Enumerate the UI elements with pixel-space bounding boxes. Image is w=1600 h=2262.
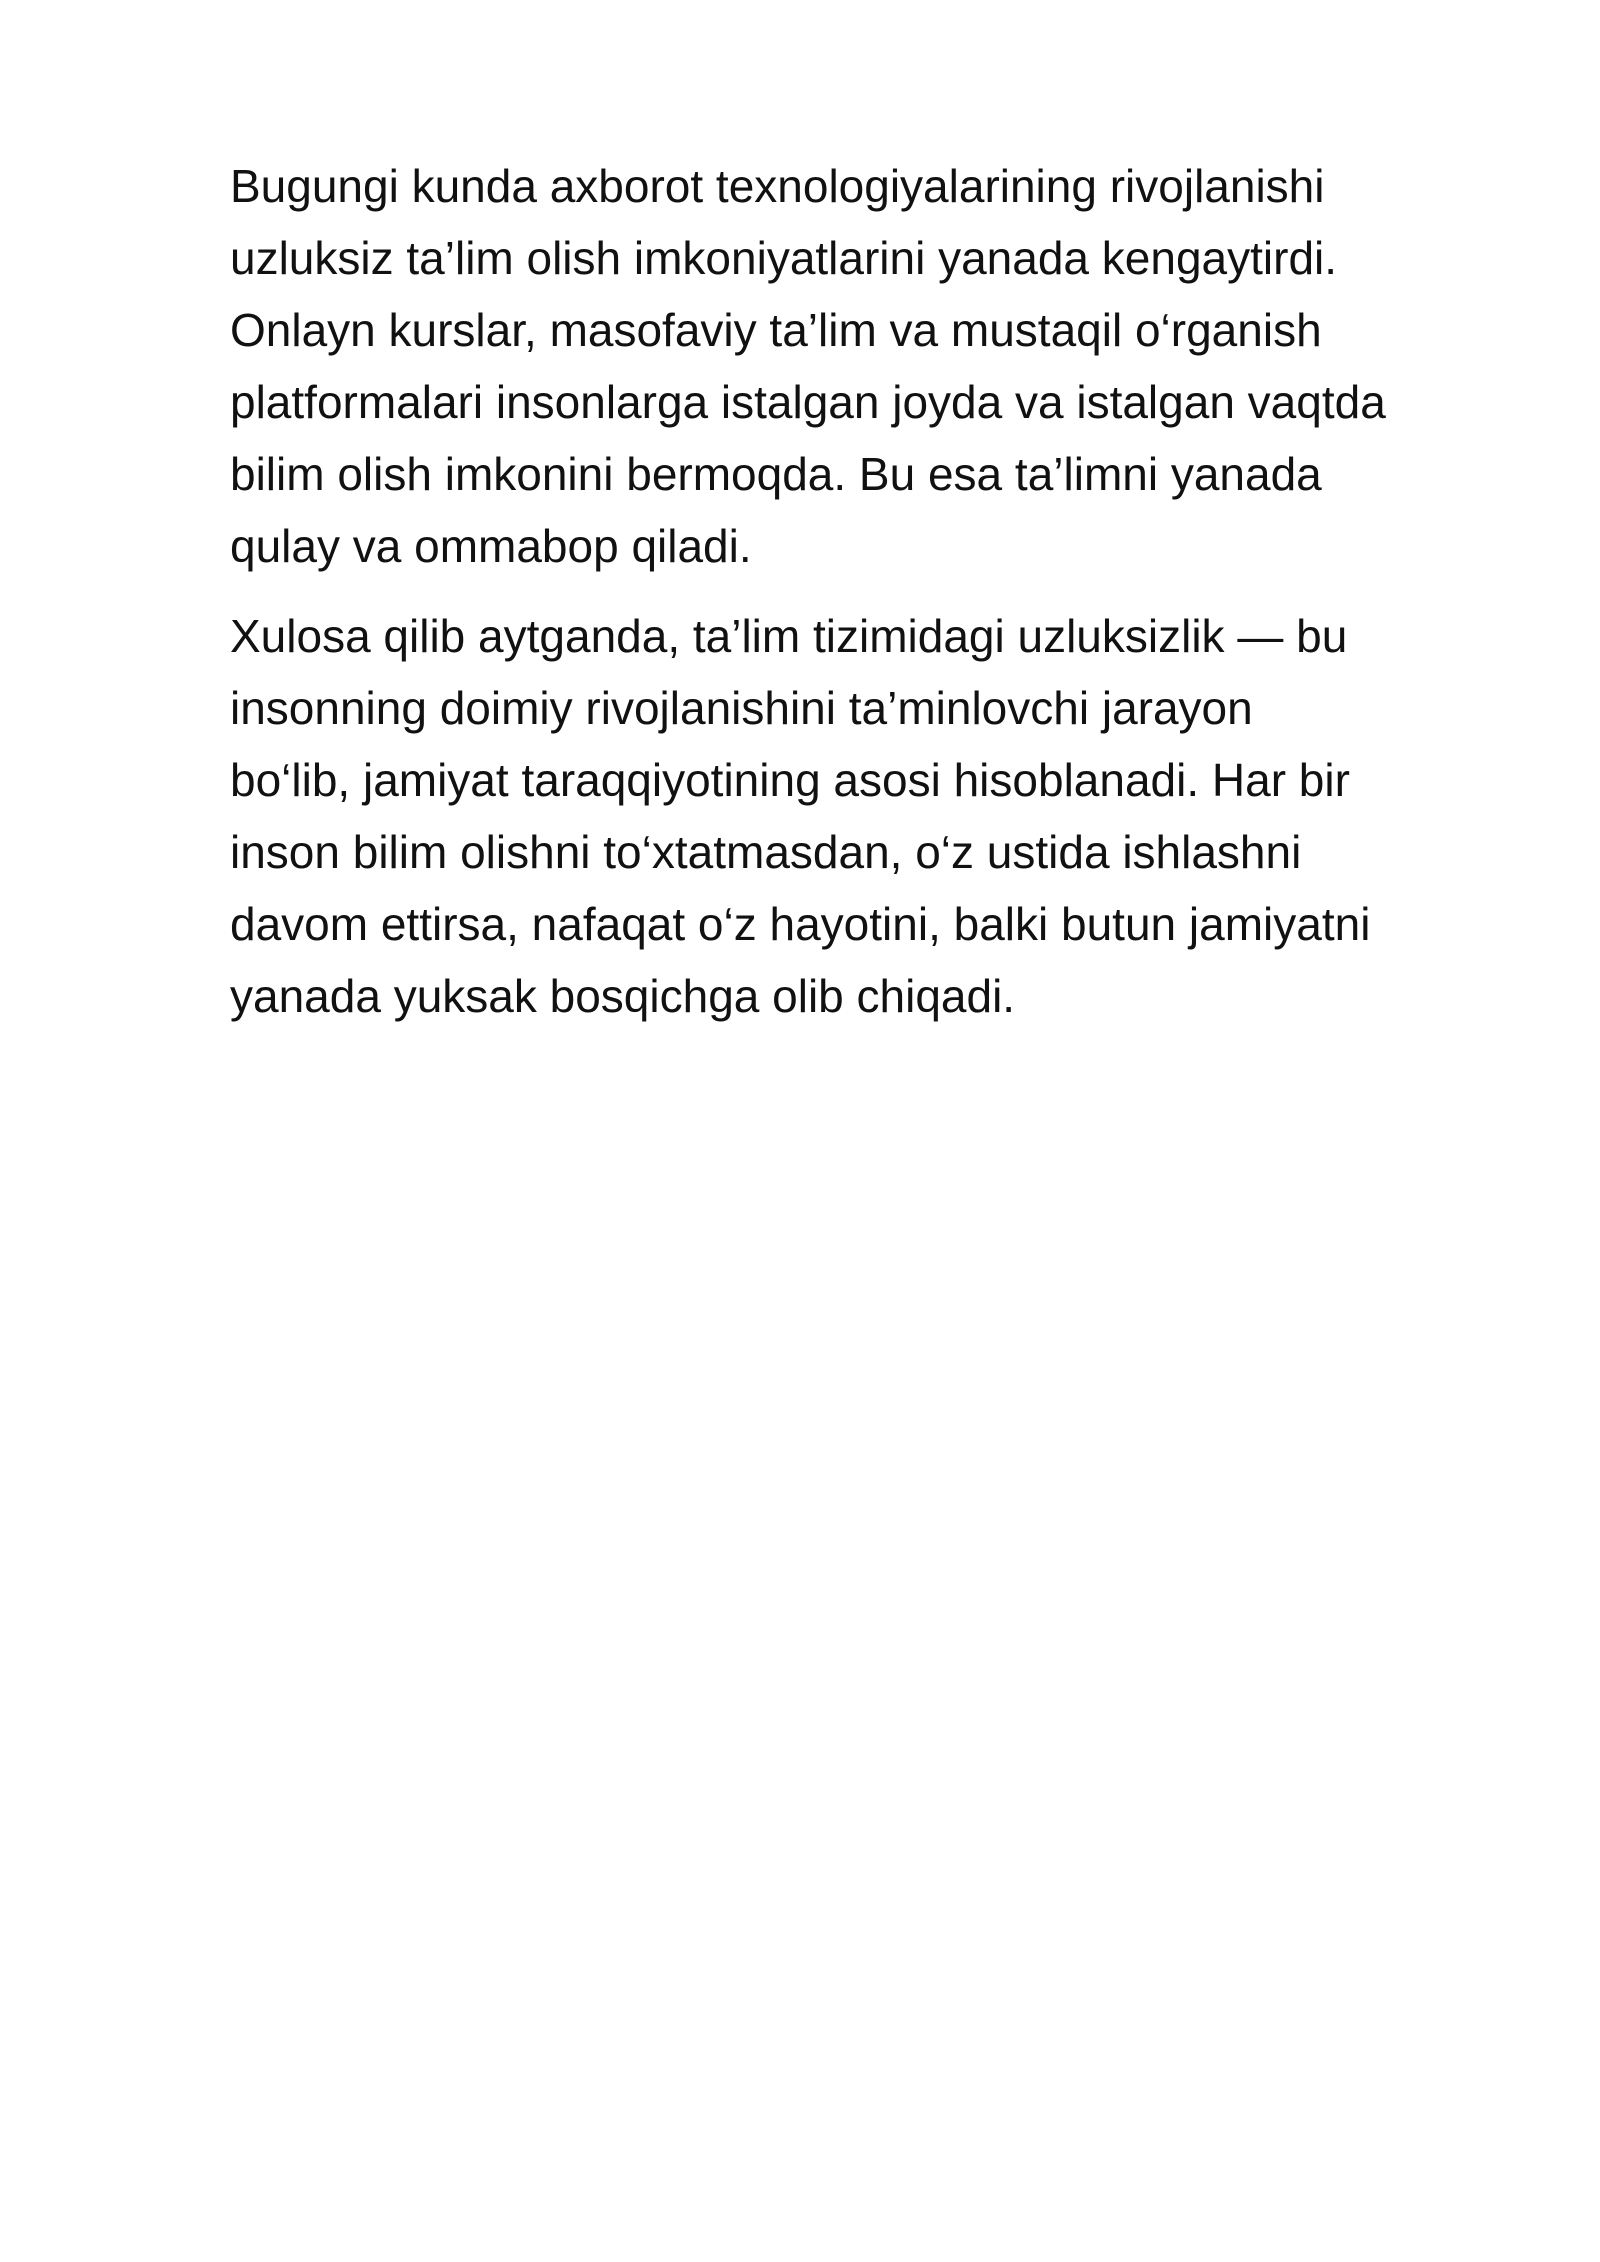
paragraph-1 xyxy=(230,150,1490,582)
paragraph-line: Bugungi kunda axborot texnologiyalarining rivojlanishi xyxy=(230,160,1325,212)
document-body xyxy=(230,150,1490,1050)
paragraph-2 xyxy=(230,600,1490,1032)
paragraph-line: insonning doimiy rivojlanishini ta’minlovchi jarayon xyxy=(230,682,1253,734)
paragraph-line: platformalari insonlarga istalgan joyda va istalgan vaqtda xyxy=(230,376,1386,428)
paragraph-line: yanada yuksak bosqichga olib chiqadi. xyxy=(230,970,1016,1022)
paragraph-line: inson bilim olishni to‘xtatmasdan, o‘z ustida ishlashni xyxy=(230,826,1302,878)
paragraph-line: bo‘lib, jamiyat taraqqiyotining asosi hisoblanadi. Har bir xyxy=(230,754,1350,806)
paragraph-line: davom ettirsa, nafaqat o‘z hayotini, balki butun jamiyatni xyxy=(230,898,1371,950)
paragraph-line: Xulosa qilib aytganda, ta’lim tizimidagi uzluksizlik — bu xyxy=(230,610,1348,662)
paragraph-line: uzluksiz ta’lim olish imkoniyatlarini yanada kengaytirdi. xyxy=(230,232,1338,284)
paragraph-line: bilim olish imkonini bermoqda. Bu esa ta’limni yanada xyxy=(230,448,1322,500)
paragraph-line: Onlayn kurslar, masofaviy ta’lim va mustaqil o‘rganish xyxy=(230,304,1322,356)
paragraph-line: qulay va ommabop qiladi. xyxy=(230,520,752,572)
